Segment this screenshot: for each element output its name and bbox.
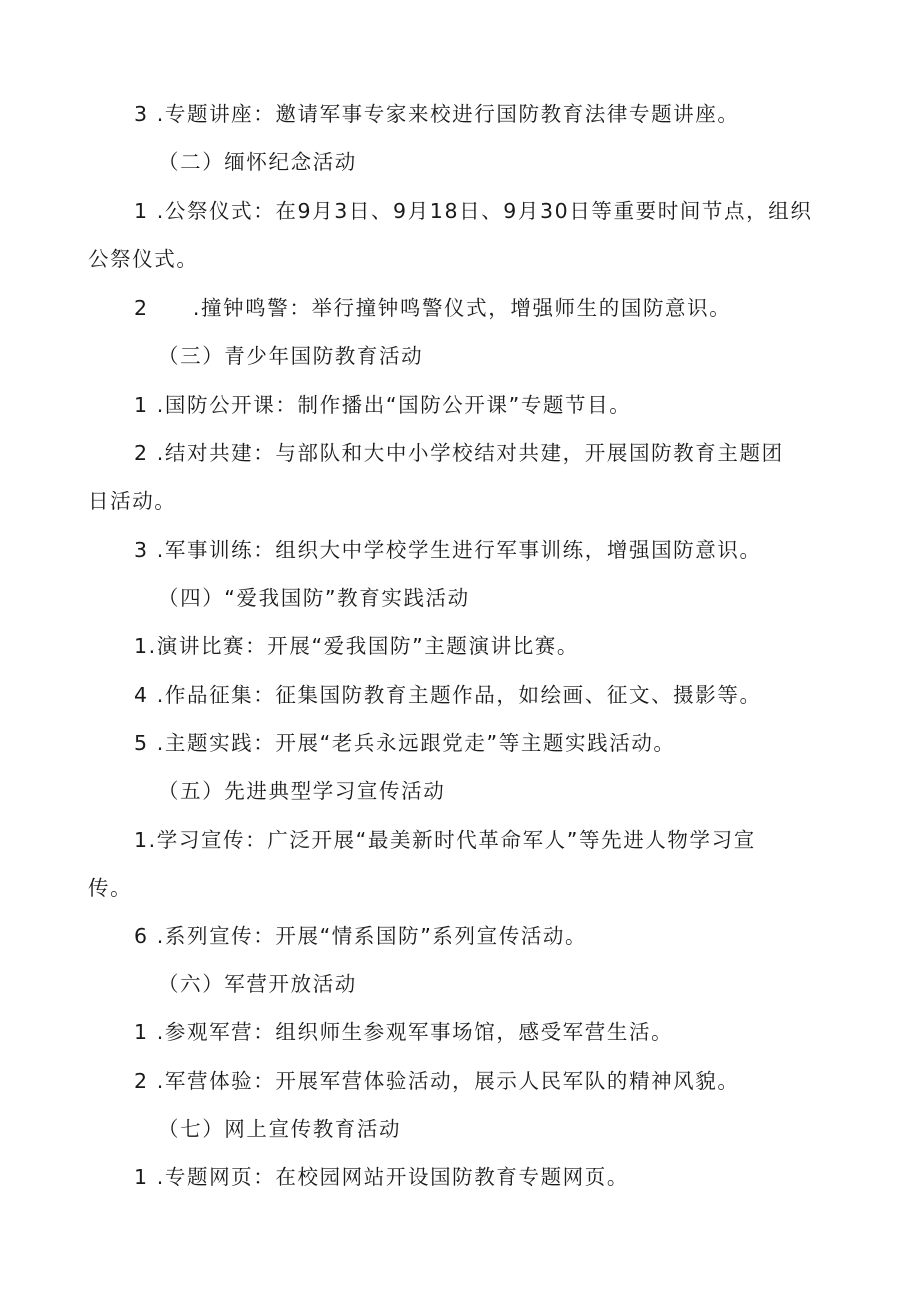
- item-study-promotion: 1.学习宣传：广泛开展“最美新时代革命军人”等先进人物学习宣: [134, 828, 756, 852]
- section-heading-memorial: （二）缅怀纪念活动: [158, 150, 357, 174]
- item-memorial-ceremony: 1 .公祭仪式：在9月3日、9月18日、9月30日等重要时间节点，组织: [134, 199, 813, 223]
- item-special-lecture: 3 .专题讲座：邀请军事专家来校进行国防教育法律专题讲座。: [134, 102, 740, 126]
- item-open-class: 1 .国防公开课：制作播出“国防公开课”专题节目。: [134, 393, 632, 417]
- section-heading-youth: （三）青少年国防教育活动: [158, 344, 424, 368]
- item-theme-practice: 5 .主题实践：开展“老兵永远跟党走”等主题实践活动。: [134, 731, 676, 755]
- section-heading-models: （五）先进典型学习宣传活动: [158, 779, 446, 803]
- item-military-training: 3 .军事训练：组织大中学校学生进行军事训练，增强国防意识。: [134, 538, 762, 562]
- item-speech-contest: 1.演讲比赛：开展“爱我国防”主题演讲比赛。: [134, 634, 579, 658]
- section-heading-barracks: （六）军营开放活动: [158, 972, 357, 996]
- item-memorial-ceremony-cont: 公祭仪式。: [88, 247, 199, 271]
- item-pairing-cont: 日活动。: [88, 489, 177, 513]
- item-special-webpage: 1 .专题网页：在校园网站开设国防教育专题网页。: [134, 1165, 629, 1189]
- item-series-promotion: 6 .系列宣传：开展“情系国防”系列宣传活动。: [134, 924, 588, 948]
- item-works-collection: 4 .作品征集：征集国防教育主题作品，如绘画、征文、摄影等。: [134, 683, 762, 707]
- item-pairing: 2 .结对共建：与部队和大中小学校结对共建，开展国防教育主题团: [134, 441, 784, 465]
- section-heading-online: （七）网上宣传教育活动: [158, 1117, 402, 1141]
- item-study-promotion-cont: 传。: [88, 876, 133, 900]
- section-heading-love-defense: （四）“爱我国防”教育实践活动: [158, 586, 470, 610]
- item-barracks-experience: 2 .军营体验：开展军营体验活动，展示人民军队的精神风貌。: [134, 1069, 740, 1093]
- item-visit-barracks: 1 .参观军营：组织师生参观军事场馆，感受军营生活。: [134, 1020, 674, 1044]
- item-bell-alarm: 2 .撞钟鸣警：举行撞钟鸣警仪式，增强师生的国防意识。: [134, 296, 732, 320]
